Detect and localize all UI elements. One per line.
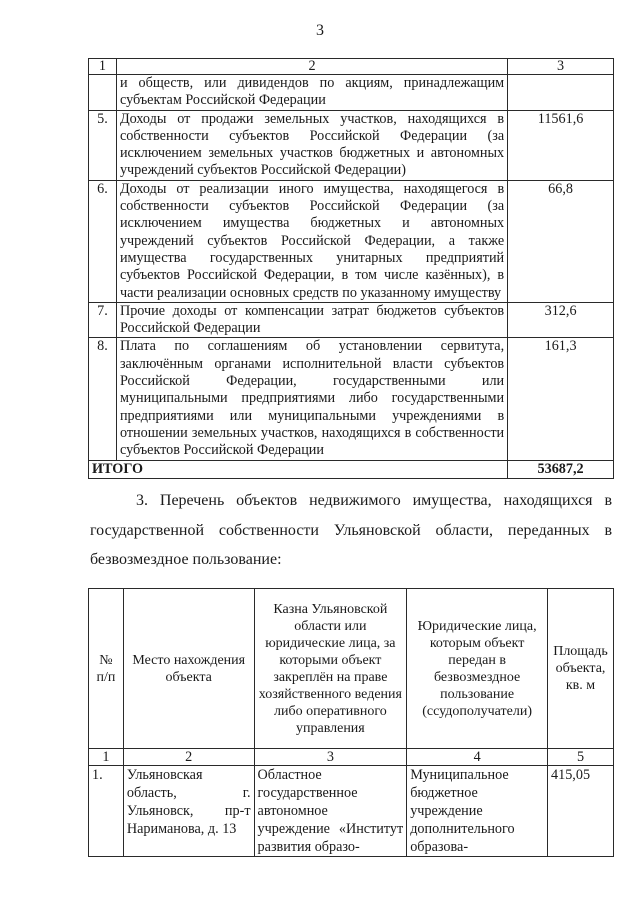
object-area: 415,05 [548, 766, 614, 857]
row-description: и обществ, или дивидендов по акциям, принадлежащим субъектам Российской Федерации [116, 75, 507, 111]
header-cell: 3 [508, 59, 614, 75]
property-table-header [89, 589, 614, 749]
row-amount [508, 75, 614, 111]
row-amount: 312,6 [508, 302, 614, 338]
object-recipient: Муниципальное бюджетное учреждение дополнительного образова- [407, 766, 548, 857]
section-3-paragraph: 3. Перечень объектов недвижимого имущества, находящихся в государственной собственности Ульяновской области, переданных в безвозмездное пользование: [90, 492, 612, 568]
row-description: Прочие доходы от компенсации затрат бюджетов субъектов Российской Федерации [116, 302, 507, 338]
row-number [89, 75, 117, 111]
row-amount: 11561,6 [508, 110, 614, 180]
page-number: 3 [316, 22, 324, 39]
header-numbers-row [89, 749, 614, 766]
table-row [89, 75, 614, 111]
column-number: 4 [407, 749, 548, 766]
column-number: 1 [89, 749, 124, 766]
row-number: 5. [89, 110, 117, 180]
total-row [89, 460, 614, 478]
header-cell: № п/п [89, 589, 124, 749]
column-number: 5 [548, 749, 614, 766]
row-description: Доходы от реализации иного имущества, находящегося в собственности субъектов Российской Федерации (за исключением имущества бюджетных и автономных учреждений субъектов Российской Федерации, а также имущества государственных унитарных предприятий субъектов Российской Федерации, в том числе казённых), в части реализации основных средств по указанному имуществу [116, 180, 507, 302]
row-number: 1. [89, 766, 124, 857]
table-row [89, 302, 614, 338]
income-table-header [89, 59, 614, 75]
total-value: 53687,2 [508, 460, 614, 478]
row-description: Плата по соглашениям об установлении сервитута, заключённым органами исполнительной власти субъектов Российской Федерации, государственными или муниципальными предприятиями либо государственными предприятиями или муниципальными учреждениями в отношении земельных участков, находящихся в собственности субъектов Российской Федерации [116, 338, 507, 460]
row-amount: 161,3 [508, 338, 614, 460]
table-row [89, 338, 614, 460]
table-row [89, 180, 614, 302]
income-table [88, 58, 614, 479]
property-table [88, 588, 614, 857]
table-row [89, 110, 614, 180]
object-location: Ульяновская область, г. Ульяновск, пр-т Нариманова, д. 13 [123, 766, 254, 857]
row-number: 6. [89, 180, 117, 302]
header-cell: 1 [89, 59, 117, 75]
header-cell: Место нахождения объекта [123, 589, 254, 749]
row-amount: 66,8 [508, 180, 614, 302]
row-description: Доходы от продажи земельных участков, находящихся в собственности субъектов Российской Федерации (за исключением земельных участков бюджетных и автономных учреждений субъектов Российской Федерации) [116, 110, 507, 180]
row-number: 7. [89, 302, 117, 338]
column-number: 2 [123, 749, 254, 766]
column-number: 3 [254, 749, 407, 766]
header-cell: 2 [116, 59, 507, 75]
header-cell: Площадь объекта, кв. м [548, 589, 614, 749]
total-label: ИТОГО [89, 460, 508, 478]
row-number: 8. [89, 338, 117, 460]
table-row [89, 766, 614, 857]
header-cell: Юридические лица, которым объект передан в безвозмездное пользование (ссудополучатели) [407, 589, 548, 749]
header-cell: Казна Ульяновской области или юридические лица, за которыми объект закреплён на праве хозяйственного ведения либо оперативного управления [254, 589, 407, 749]
object-holder: Областное государственное автономное учреждение «Институт развития образо- [254, 766, 407, 857]
